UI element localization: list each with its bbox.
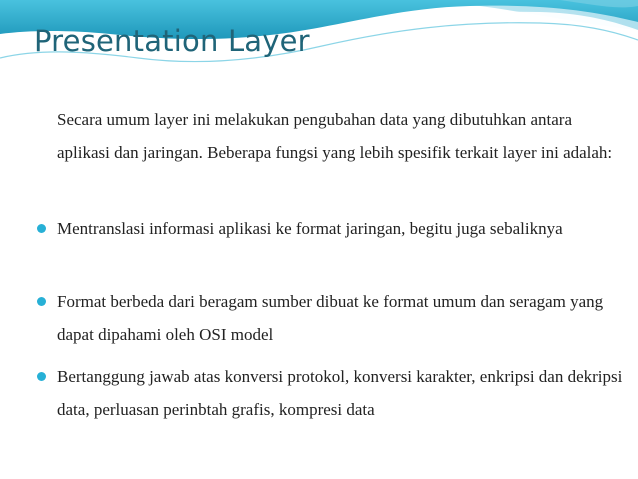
bullet-text: Bertanggung jawab atas konversi protokol, konversi karakter, enkripsi dan dekripsi data, perluasan perinbtah grafis, kompresi data	[57, 367, 623, 419]
intro-paragraph: Secara umum layer ini melakukan pengubahan data yang dibutuhkan antara aplikasi dan jaringan. Beberapa fungsi yang lebih spesifik terkait layer ini adalah:	[57, 110, 613, 162]
bullet-dot-icon	[37, 372, 46, 381]
bullet-dot-icon	[37, 297, 46, 306]
bullet-dot-icon	[37, 224, 46, 233]
bullet-text: Format berbeda dari beragam sumber dibuat ke format umum dan seragam yang dapat dipahami oleh OSI model	[57, 292, 604, 344]
bullet-text: Mentranslasi informasi aplikasi ke format jaringan, begitu juga sebaliknya	[57, 219, 563, 238]
slide-title: Presentation Layer	[34, 24, 310, 58]
